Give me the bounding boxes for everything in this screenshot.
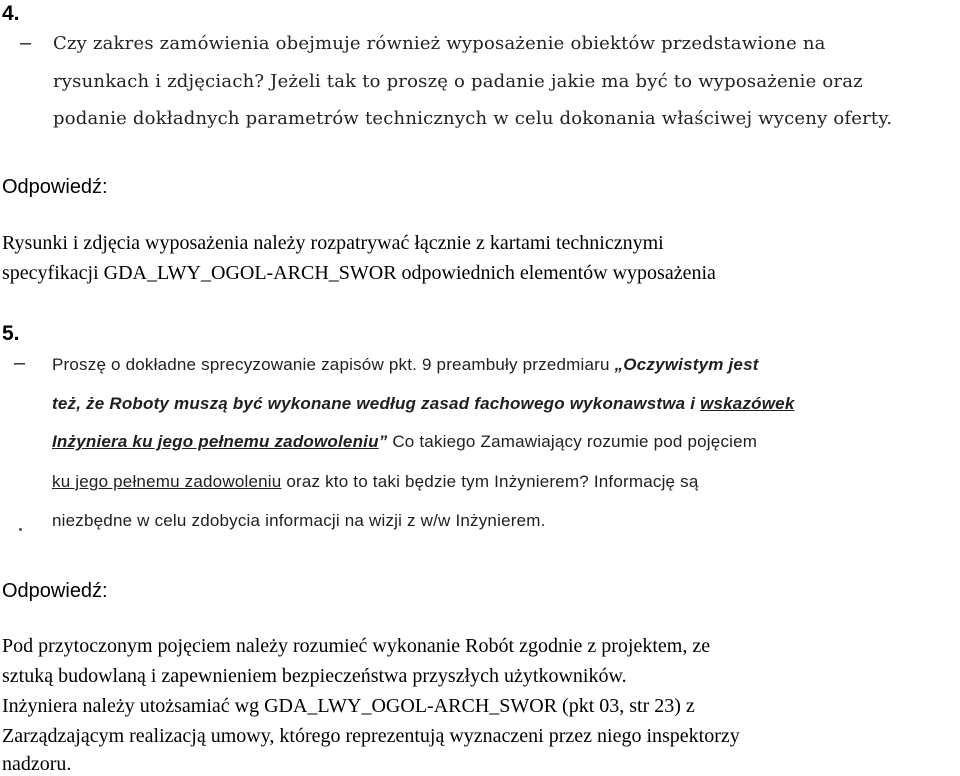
question-5-line-3-text: Co takiego Zamawiający rozumie pod pojęciem [387, 432, 758, 451]
question-4-line-2: rysunkach i zdjęciach? Jeżeli tak to proszę o padanie jakie ma być to wyposażenie oraz [53, 71, 863, 92]
answer-5-line-5: nadzoru. [2, 753, 72, 775]
question-4-dash: – [20, 32, 32, 54]
answer-5-line-4: Zarządzającym realizacją umowy, którego reprezentują wyznaczeni przez niego inspektorzy [2, 725, 740, 747]
question-5-line-3 [52, 432, 757, 452]
question-5-quote-underlined: wskazówek [700, 394, 795, 413]
question-5-dash: – [14, 352, 26, 374]
answer-5-line-2: sztuką budowlaną i zapewnieniem bezpieczeństwa przyszłych użytkowników. [2, 665, 627, 687]
question-5-line-2 [52, 394, 794, 414]
question-5-line-5: niezbędne w celu zdobycia informacji na wizji z w/w Inżynierem. [52, 511, 546, 530]
answer-5-line-3: Inżyniera należy utożsamiać wg GDA_LWY_OGOL-ARCH_SWOR (pkt 03, str 23) z [2, 695, 695, 717]
question-5-quote-close: ” [378, 432, 388, 451]
question-4-number: 4. [2, 2, 20, 25]
question-4-line-3: podanie dokładnych parametrów technicznych w celu dokonania właściwej wyceny oferty. [53, 108, 893, 129]
scan-speck [19, 528, 22, 531]
question-5-number: 5. [2, 322, 20, 345]
question-5-phrase-underlined: ku jego pełnemu zadowoleniu [52, 472, 282, 491]
question-5-line-1 [52, 355, 759, 375]
question-5-line-4 [52, 472, 698, 492]
question-5-quote-mid: też, że Roboty muszą być wykonane według zasad fachowego wykonawstwa i [52, 394, 701, 413]
answer-5-line-1: Pod przytoczonym pojęciem należy rozumieć wykonanie Robót zgodnie z projektem, ze [2, 635, 711, 657]
question-5-line-4-text: oraz kto to taki będzie tym Inżynierem? Informację są [281, 472, 699, 491]
question-5-quote-start: „Oczywistym jest [614, 355, 759, 374]
answer-4-line-1: Rysunki i zdjęcia wyposażenia należy rozpatrywać łącznie z kartami technicznymi [2, 232, 664, 254]
answer-4-label: Odpowiedź: [2, 176, 108, 198]
answer-5-label: Odpowiedź: [2, 580, 108, 602]
question-4-line-1: Czy zakres zamówienia obejmuje również wyposażenie obiektów przedstawione na [53, 33, 826, 54]
question-5-quote-end-underlined: Inżyniera ku jego pełnemu zadowoleniu [52, 432, 379, 451]
answer-4-line-2: specyfikacji GDA_LWY_OGOL-ARCH_SWOR odpowiednich elementów wyposażenia [2, 262, 716, 284]
question-5-line-1-text: Proszę o dokładne sprecyzowanie zapisów pkt. 9 preambuły przedmiaru [52, 355, 615, 374]
